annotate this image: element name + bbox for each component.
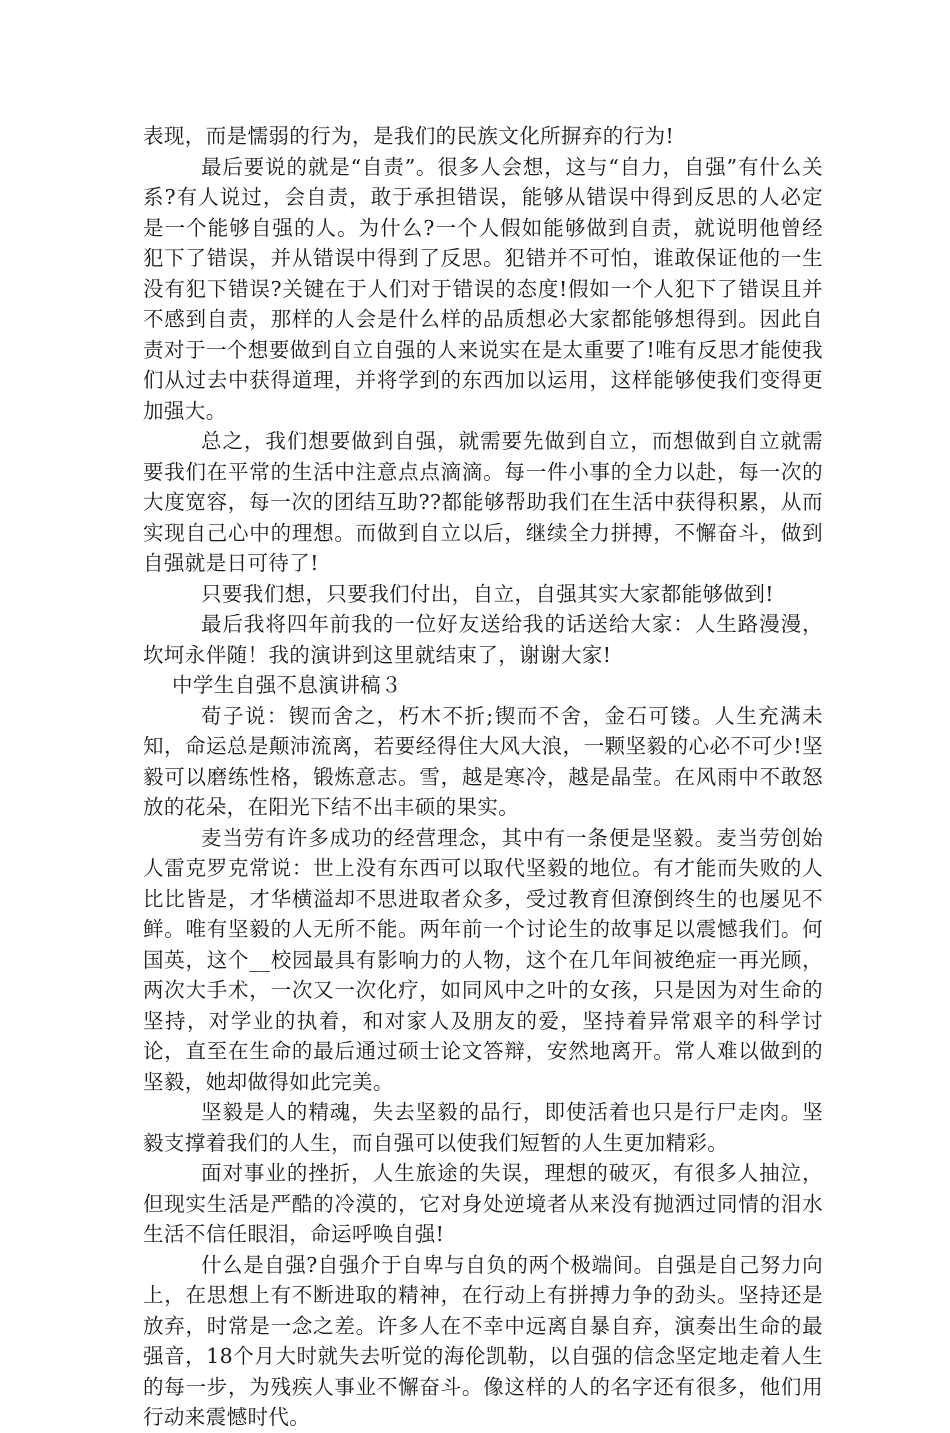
paragraph: 坚毅是人的精魂，失去坚毅的品行，即使活着也只是行尸走肉。坚毅支撑着我们的人生，而自强可以使我们短暂的人生更加精彩。 bbox=[143, 1100, 823, 1155]
paragraph: 面对事业的挫折，人生旅途的失误，理想的破灭，有很多人抽泣，但现实生活是严酷的冷漠的，它对身处逆境者从来没有抛洒过同情的泪水生活不信任眼泪，命运呼唤自强! bbox=[143, 1161, 823, 1246]
paragraph: 什么是自强?自强介于自卑与自负的两个极端间。自强是自己努力向上，在思想上有不断进取的精神，在行动上有拼搏力争的劲头。坚持还是放弃，时常是一念之差。许多人在不幸中远离自暴自弃，演奏出生命的最强音，18个月大时就失去听觉的海伦凯勒，以自强的信念坚定地走着人生的每一步，为残疾人事业不懈奋斗。像这样的人的名字还有很多，他们用行动来震憾时代。 bbox=[143, 1252, 823, 1429]
paragraph: 总之，我们想要做到自强，就需要先做到自立，而想做到自立就需要我们在平常的生活中注意点点滴滴。每一件小事的全力以赴，每一次的大度宽容，每一次的团结互助??都能够帮助我们在生活中获得积累，从而实现自己心中的理想。而做到自立以后，继续全力拼搏，不懈奋斗，做到自强就是日可待了! bbox=[143, 429, 823, 575]
paragraph: 最后要说的就是“自责”。很多人会想，这与“自力，自强”有什么关系?有人说过，会自责，敢于承担错误，能够从错误中得到反思的人必定是一个能够自强的人。为什么?一个人假如能够做到自责，就说明他曾经犯下了错误，并从错误中得到了反思。犯错并不可怕，谁敢保证他的一生没有犯下错误?关键在于人们对于错误的态度!假如一个人犯下了错误且并不感到自责，那样的人会是什么样的品质想必大家都能够想得到。因此自责对于一个想要做到自立自强的人来说实在是太重要了!唯有反思才能使我们从过去中获得道理，并将学到的东西加以运用，这样能够使我们变得更加强大。 bbox=[143, 154, 823, 423]
paragraph: 只要我们想，只要我们付出，自立，自强其实大家都能够做到! bbox=[201, 581, 774, 606]
paragraph: 最后我将四年前我的一位好友送给我的话送给大家：人生路漫漫，坎坷永伴随！我的演讲到这里就结束了，谢谢大家! bbox=[143, 612, 823, 667]
paragraph: 麦当劳有许多成功的经营理念，其中有一条便是坚毅。麦当劳创始人雷克罗克常说：世上没有东西可以取代坚毅的地位。有才能而失败的人比比皆是，才华横溢却不思进取者众多，受过教育但潦倒终生的也屡见不鲜。唯有坚毅的人无所不能。两年前一个讨论生的故事足以震憾我们。何国英，这个__校园最具有影响力的人物，这个在几年间被绝症一再光顾，两次大手术，一次又一次化疗，如同风中之叶的女孩，只是因为对生命的坚持，对学业的执着，和对家人及朋友的爱，坚持着异常艰辛的科学讨论，直至在生命的最后通过硕士论文答辩，安然地离开。常人难以做到的坚毅，她却做得如此完美。 bbox=[143, 825, 823, 1094]
paragraph: 荀子说：锲而舍之，朽木不折;锲而不舍，金石可镂。人生充满未知，命运总是颠沛流离，若要经得住大风大浪，一颗坚毅的心必不可少!坚毅可以磨练性格，锻炼意志。雪，越是寒冷，越是晶莹。在风雨中不敢怒放的花朵，在阳光下结不出丰硕的果实。 bbox=[143, 703, 823, 819]
paragraph: 表现，而是懦弱的行为，是我们的民族文化所摒弃的行为! bbox=[143, 124, 675, 148]
document-body bbox=[143, 121, 823, 1433]
section-title: 中学生自强不息演讲稿３ bbox=[172, 673, 402, 697]
